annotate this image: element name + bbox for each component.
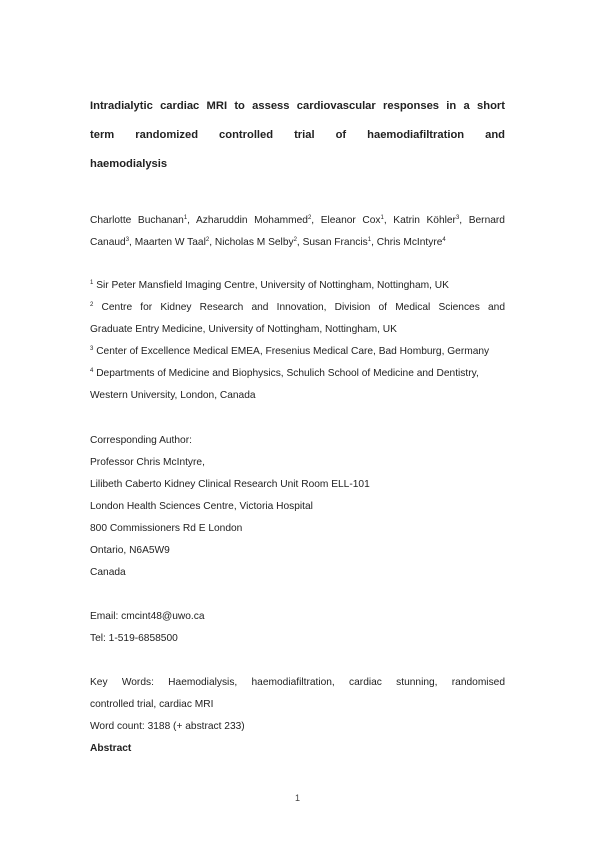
telephone-line: Tel: 1-519-6858500	[90, 633, 178, 644]
author-affiliation-marker: 4	[442, 237, 446, 243]
abstract-block	[90, 738, 505, 760]
author-separator: ,	[187, 215, 197, 226]
affiliation-2-line-1	[90, 297, 505, 319]
affiliation-text: Departments of Medicine and Biophysics, Schulich School of Medicine and Dentistry,	[96, 368, 479, 379]
author-separator: ,	[459, 215, 469, 226]
affiliation-2-line-2: Graduate Entry Medicine, University of Nottingham, Nottingham, UK	[90, 324, 397, 335]
affiliation-3	[90, 341, 505, 363]
author-name: Susan Francis	[302, 237, 368, 248]
abstract-heading: Abstract	[90, 743, 132, 754]
author-affiliation-marker: 2	[307, 215, 312, 221]
address-line: Lilibeth Caberto Kidney Clinical Research Unit Room ELL-101	[90, 479, 370, 490]
affiliation-number: 1	[90, 280, 94, 286]
address-line: Canada	[90, 567, 126, 578]
author-name: Charlotte Buchanan	[90, 215, 184, 226]
author-separator: ,	[209, 237, 215, 248]
affiliation-4-line-1	[90, 363, 505, 385]
authors-line-2	[90, 232, 505, 254]
author-name: Chris McIntyre	[376, 237, 443, 248]
author-separator: ,	[296, 237, 303, 248]
author-name: Bernard	[468, 215, 505, 226]
page-number: 1	[294, 793, 300, 803]
affiliation-number: 4	[90, 368, 94, 374]
email-line: Email: cmcint48@uwo.ca	[90, 611, 205, 622]
affiliation-text: Center of Excellence Medical EMEA, Fresenius Medical Care, Bad Homburg, Germany	[96, 346, 490, 357]
title-line-3: haemodialysis	[90, 158, 168, 170]
author-affiliation-marker: 3	[455, 215, 460, 221]
author-name: Maarten W Taal	[134, 237, 206, 248]
author-separator: ,	[383, 215, 394, 226]
word-count: Word count: 3188 (+ abstract 233)	[90, 721, 245, 732]
word-count-block	[90, 716, 505, 738]
affiliation-4-line-2: Western University, London, Canada	[90, 390, 256, 401]
title-line-1: Intradialytic cardiac MRI to assess cardiovascular responses in a short	[90, 100, 505, 112]
author-separator: ,	[311, 215, 321, 226]
author-name: Azharuddin Mohammed	[196, 215, 308, 226]
affiliation-text: Sir Peter Mansfield Imaging Centre, University of Nottingham, Nottingham, UK	[96, 280, 449, 291]
contact-details	[90, 606, 505, 650]
author-name: Katrin Köhler	[393, 215, 456, 226]
affiliation-1	[90, 275, 505, 297]
author-affiliation-marker: 3	[125, 237, 130, 243]
title-line-2: term randomized controlled trial of haemodiafiltration and	[90, 129, 505, 141]
affiliation-text: Centre for Kidney Research and Innovation, Division of Medical Sciences and	[101, 302, 505, 313]
author-affiliation-marker: 2	[205, 237, 210, 243]
corresponding-author	[90, 430, 505, 584]
keywords-line-1: Key Words: Haemodialysis, haemodiafiltration, cardiac stunning, randomised	[90, 677, 505, 688]
corresponding-heading: Corresponding Author:	[90, 435, 192, 446]
authors-line-1	[90, 210, 505, 232]
author-name: Eleanor Cox	[320, 215, 381, 226]
address-line: 800 Commissioners Rd E London	[90, 523, 243, 534]
affiliation-number: 3	[90, 346, 94, 352]
address-line: London Health Sciences Centre, Victoria Hospital	[90, 501, 313, 512]
keywords-block	[90, 672, 505, 716]
paper-title	[90, 92, 505, 179]
affiliation-number: 2	[90, 302, 94, 308]
keywords-line-2: controlled trial, cardiac MRI	[90, 699, 214, 710]
affiliations	[90, 275, 505, 407]
author-name: Nicholas M Selby	[214, 237, 294, 248]
author-affiliation-marker: 1	[183, 215, 188, 221]
author-name: Canaud	[90, 237, 126, 248]
author-separator: ,	[371, 237, 377, 248]
author-affiliation-marker: 1	[367, 237, 372, 243]
author-separator: ,	[129, 237, 135, 248]
corresponding-name: Professor Chris McIntyre,	[90, 457, 205, 468]
author-list	[90, 210, 505, 254]
author-affiliation-marker: 2	[293, 237, 297, 243]
author-affiliation-marker: 1	[380, 215, 384, 221]
address-line: Ontario, N6A5W9	[90, 545, 170, 556]
